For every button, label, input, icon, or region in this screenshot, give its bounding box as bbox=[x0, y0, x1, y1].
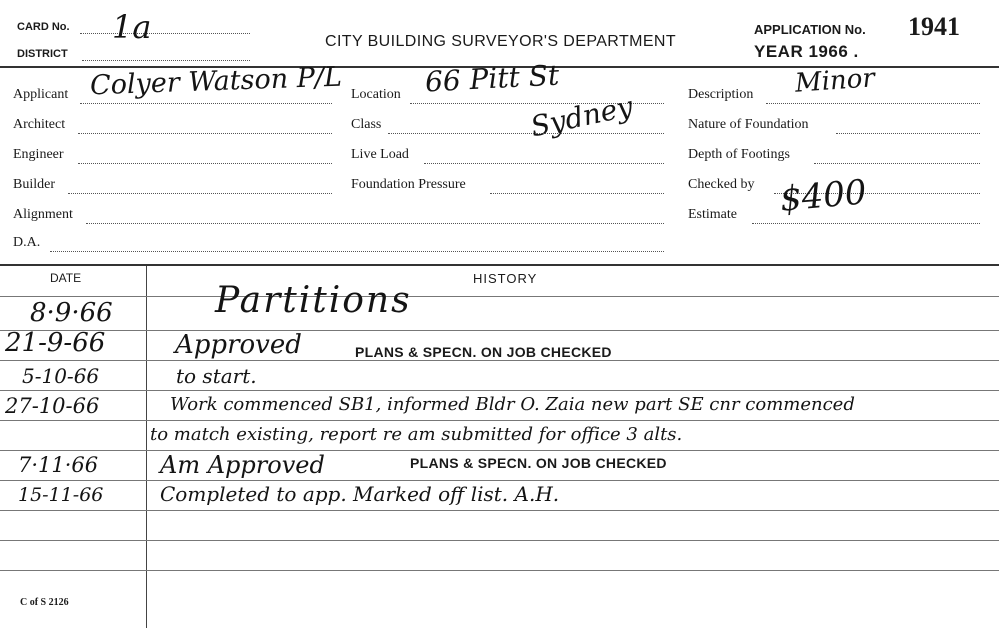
history-text: Partitions bbox=[215, 280, 412, 321]
applicant-label: Applicant bbox=[13, 87, 69, 102]
builder-line bbox=[68, 193, 332, 194]
foundation-pressure-label: Foundation Pressure bbox=[351, 177, 466, 192]
history-date: 5-10-66 bbox=[22, 364, 100, 388]
department-title: CITY BUILDING SURVEYOR'S DEPARTMENT bbox=[325, 33, 677, 50]
history-text: Work commenced SB1, informed Bldr O. Zaia new part SE cnr commenced bbox=[170, 394, 855, 415]
da-label: D.A. bbox=[13, 235, 41, 250]
live-load-label: Live Load bbox=[351, 147, 409, 162]
card-no-label: CARD No. bbox=[17, 21, 70, 33]
application-no-value: 1941 bbox=[908, 12, 960, 41]
foundation-pressure-line bbox=[490, 193, 664, 194]
estimate-line bbox=[752, 223, 980, 224]
ruled-line bbox=[0, 540, 999, 541]
da-line bbox=[50, 251, 664, 252]
architect-line bbox=[78, 133, 332, 134]
description-line bbox=[766, 103, 980, 104]
history-date: 21-9-66 bbox=[5, 328, 106, 358]
live-load-line bbox=[424, 163, 664, 164]
history-text: Completed to app. Marked off list. A.H. bbox=[160, 482, 560, 506]
engineer-label: Engineer bbox=[13, 147, 64, 162]
ruled-line bbox=[0, 390, 999, 391]
location-value-city: Sydney bbox=[527, 89, 636, 144]
history-text: Am Approved bbox=[160, 451, 325, 479]
ruled-line bbox=[0, 510, 999, 511]
history-top-rule bbox=[0, 264, 999, 266]
ruled-line bbox=[0, 480, 999, 481]
history-text: to start. bbox=[176, 364, 257, 388]
ruled-line bbox=[0, 330, 999, 331]
date-column-divider bbox=[146, 266, 147, 628]
checked-by-label: Checked by bbox=[688, 177, 755, 192]
ruled-line bbox=[0, 360, 999, 361]
history-date: 7·11·66 bbox=[18, 453, 99, 477]
ruled-line bbox=[0, 296, 999, 297]
history-date: 27-10-66 bbox=[5, 394, 100, 418]
application-no-label: APPLICATION No. bbox=[754, 22, 866, 37]
location-label: Location bbox=[351, 87, 401, 102]
architect-label: Architect bbox=[13, 117, 66, 132]
alignment-label: Alignment bbox=[13, 207, 73, 222]
history-text: Approved bbox=[175, 330, 302, 360]
district-line bbox=[82, 60, 250, 61]
builder-label: Builder bbox=[13, 177, 55, 192]
engineer-line bbox=[78, 163, 332, 164]
date-header: DATE bbox=[50, 271, 82, 285]
nature-of-foundation-line bbox=[836, 133, 980, 134]
form-code: C of S 2126 bbox=[20, 597, 69, 608]
applicant-line bbox=[80, 103, 332, 104]
depth-of-footings-line bbox=[814, 163, 980, 164]
applicant-value: Colyer Watson P/L bbox=[89, 61, 343, 102]
depth-of-footings-label: Depth of Footings bbox=[688, 147, 790, 162]
card-no-line bbox=[80, 33, 250, 34]
class-label: Class bbox=[351, 117, 382, 132]
card-no-value: 1a bbox=[112, 8, 152, 46]
history-date: 15-11-66 bbox=[18, 484, 104, 506]
estimate-value: $400 bbox=[778, 172, 869, 220]
description-label: Description bbox=[688, 87, 754, 102]
location-value-street: 66 Pitt St bbox=[424, 58, 560, 99]
history-date: 8·9·66 bbox=[30, 298, 113, 328]
nature-of-foundation-label: Nature of Foundation bbox=[688, 117, 809, 132]
description-value: Minor bbox=[794, 63, 876, 99]
history-text: to match existing, report re am submitted for office 3 alts. bbox=[150, 424, 683, 445]
estimate-label: Estimate bbox=[688, 207, 737, 222]
alignment-line bbox=[86, 223, 664, 224]
history-header: HISTORY bbox=[473, 271, 538, 286]
ruled-line bbox=[0, 570, 999, 571]
ruled-line bbox=[0, 420, 999, 421]
class-line bbox=[388, 133, 664, 134]
district-label: DISTRICT bbox=[17, 48, 68, 60]
ruled-line bbox=[0, 450, 999, 451]
checked-stamp: PLANS & SPECN. ON JOB CHECKED bbox=[410, 455, 667, 471]
checked-stamp: PLANS & SPECN. ON JOB CHECKED bbox=[355, 344, 612, 360]
year-label: YEAR 1966 . bbox=[754, 42, 859, 61]
